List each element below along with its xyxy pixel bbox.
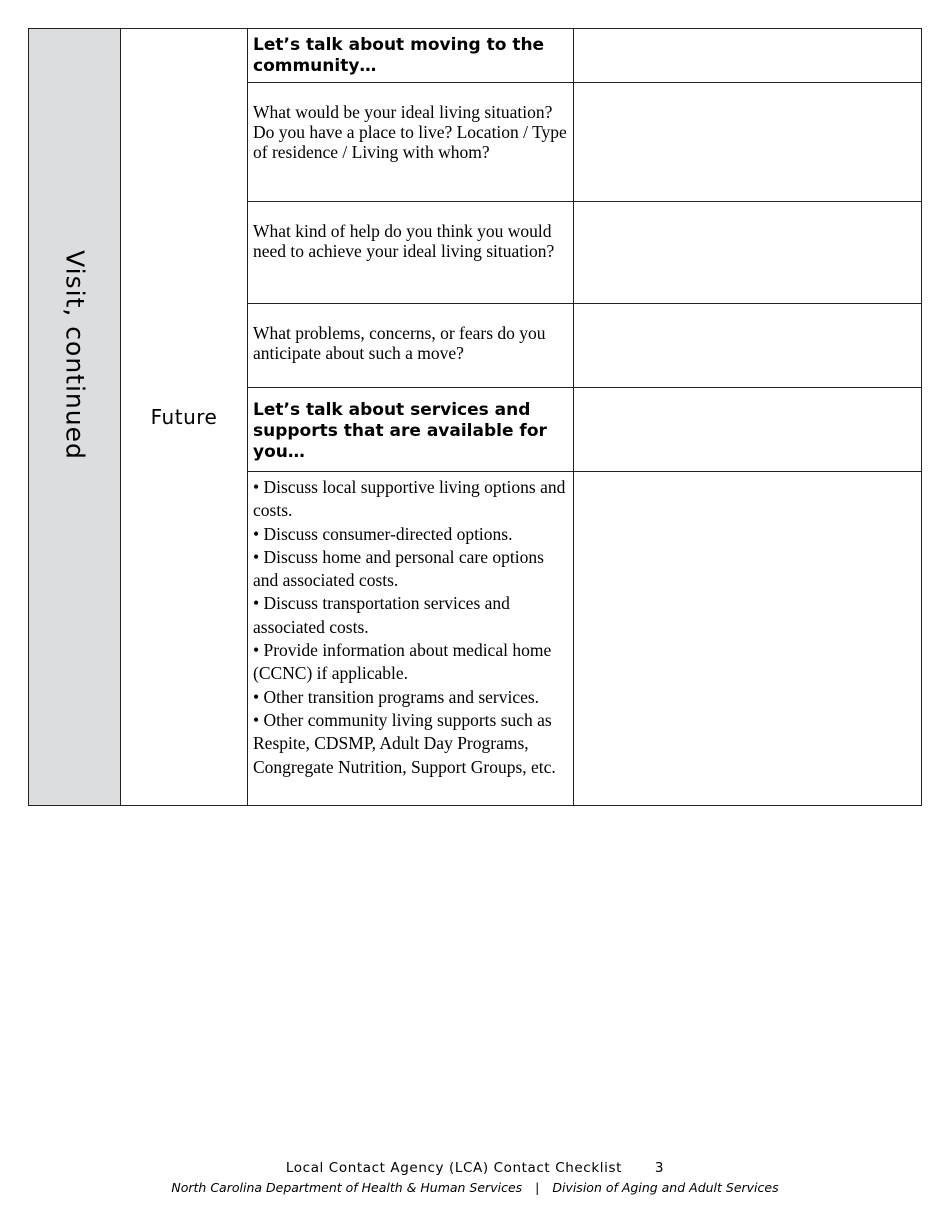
page-number: 3 <box>654 1160 665 1176</box>
list-item: • Discuss consumer-directed options. <box>253 523 513 544</box>
list-item: • Discuss home and personal care options and associated costs. <box>253 546 544 591</box>
question-text: What would be your ideal living situation? Do you have a place to live? Location / Type of residence / Living with whom? <box>248 83 574 202</box>
question-heading: Let’s talk about services and supports that are available for you… <box>248 388 574 472</box>
table-row <box>29 29 922 83</box>
document-title: Local Contact Agency (LCA) Contact Checklist <box>285 1160 622 1176</box>
footer-subtitle-line <box>0 1180 950 1195</box>
list-item: • Other transition programs and services. <box>253 686 540 707</box>
footer-title-line <box>0 1160 950 1176</box>
list-item: • Other community living supports such as Respite, CDSMP, Adult Day Programs, Congregate Nutrition, Support Groups, etc. <box>253 709 556 777</box>
division-name: Division of Aging and Adult Services <box>552 1180 779 1195</box>
notes-field[interactable] <box>574 29 922 83</box>
notes-field[interactable] <box>574 388 922 472</box>
notes-field[interactable] <box>574 472 922 806</box>
services-list <box>248 472 574 806</box>
notes-field[interactable] <box>574 83 922 202</box>
notes-field[interactable] <box>574 202 922 304</box>
notes-field[interactable] <box>574 304 922 388</box>
list-item: • Discuss transportation services and associated costs. <box>253 593 510 637</box>
list-item: • Provide information about medical home (CCNC) if applicable. <box>253 640 552 684</box>
checklist-table <box>28 28 922 806</box>
question-text: What kind of help do you think you would need to achieve your ideal living situation? <box>248 202 574 304</box>
footer-separator: | <box>535 1180 540 1195</box>
department-name: North Carolina Department of Health & Human Services <box>171 1180 523 1195</box>
phase-label: Future <box>150 405 218 429</box>
section-label: Visit, continued <box>60 250 89 460</box>
list-item: • Discuss local supportive living options and costs. <box>253 477 566 521</box>
question-heading: Let’s talk about moving to the community… <box>248 29 574 83</box>
question-text: What problems, concerns, or fears do you anticipate about such a move? <box>248 304 574 388</box>
phase-label-cell <box>121 29 248 806</box>
section-label-cell <box>29 29 121 806</box>
